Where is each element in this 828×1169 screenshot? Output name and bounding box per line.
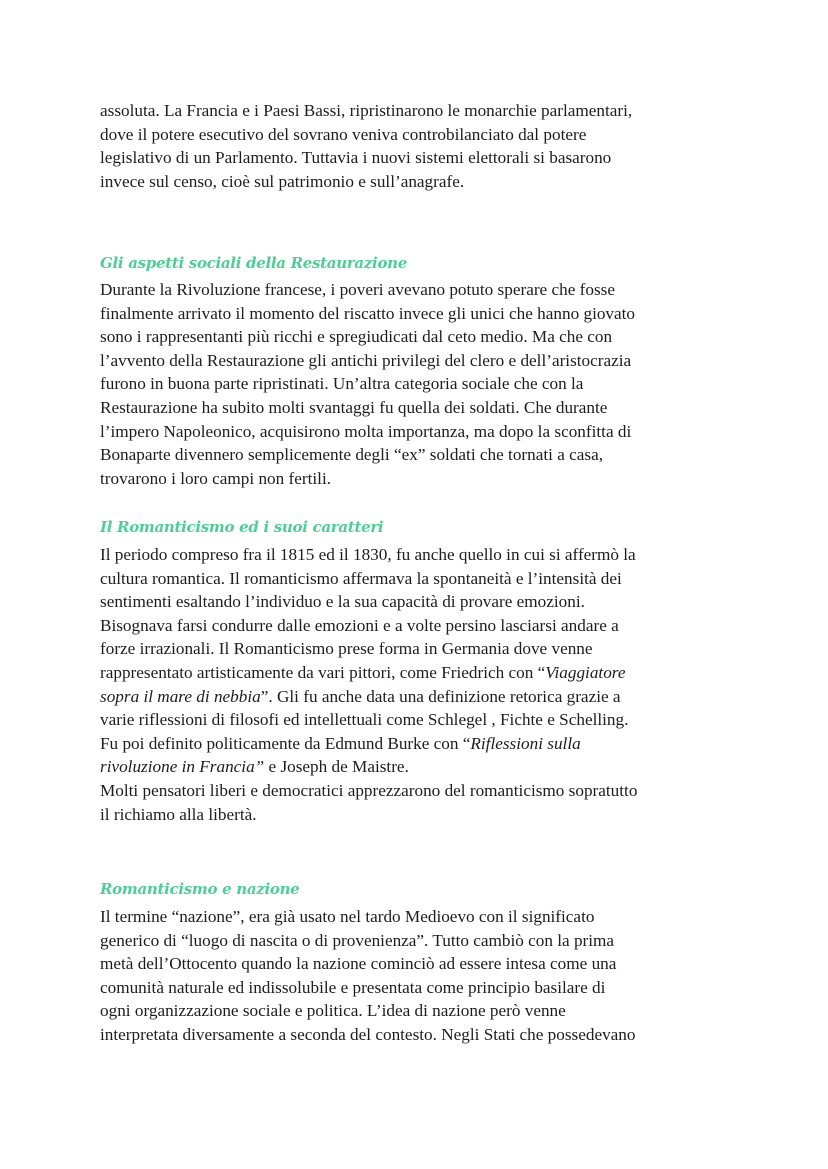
- text-line: finalmente arrivato il momento del riscatto invece gli unici che hanno giovato: [100, 303, 636, 323]
- text-line: Il periodo compreso fra il 1815 ed il 1830, fu anche quello in cui si affermò la: [100, 545, 636, 564]
- text-line: assoluta. La Francia e i Paesi Bassi, ripristinarono le monarchie parlamentari,: [100, 101, 633, 120]
- text-line: Bisognava farsi condurre dalle emozioni e a volte persino lasciarsi andare a: [100, 615, 619, 635]
- text-line-mixed: [100, 661, 740, 685]
- italic-title-run: Viaggiatore: [545, 662, 626, 682]
- text-line: ogni organizzazione sociale e politica. L’idea di nazione però venne: [100, 1001, 566, 1021]
- text-line-mixed: [100, 732, 740, 756]
- text-line: generico di “luogo di nascita o di provenienza”. Tutto cambiò con la prima: [100, 930, 615, 950]
- text-line: l’impero Napoleonico, acquisirono molta importanza, ma dopo la sconfitta di: [100, 421, 632, 441]
- text-line: Durante la Rivoluzione francese, i poveri avevano potuto sperare che fosse: [100, 280, 615, 299]
- paragraph-social-aspects: [100, 278, 740, 490]
- heading-romanticism-block: [100, 517, 740, 537]
- italic-title-run: rivoluzione in Francia”: [100, 757, 265, 777]
- text-line: Molti pensatori liberi e democratici apprezzarono del romanticismo sopratutto: [100, 780, 638, 800]
- section-heading-nation: Romanticismo e nazione: [100, 880, 300, 898]
- text-line: comunità naturale ed indissolubile e presentata come principio basilare di: [100, 977, 606, 997]
- text-line: trovarono i loro campi non fertili.: [100, 468, 332, 488]
- text-line: Il termine “nazione”, era già usato nel tardo Medioevo con il significato: [100, 907, 595, 926]
- text-line: invece sul censo, cioè sul patrimonio e sull’anagrafe.: [100, 171, 465, 191]
- text-run: ”. Gli fu anche data una definizione retorica grazie a: [260, 686, 621, 706]
- section-heading-social-aspects: Gli aspetti sociali della Restaurazione: [100, 254, 407, 272]
- paragraph-nation: [100, 905, 740, 1047]
- text-line: l’avvento della Restaurazione gli antichi privilegi del clero e dell’aristocrazia: [100, 350, 632, 370]
- text-run: rappresentato artisticamente da vari pittori, come Friedrich con “: [100, 662, 546, 682]
- text-line: Restaurazione ha subito molti svantaggi fu quella dei soldati. Che durante: [100, 397, 608, 417]
- text-line: sono i rappresentanti più ricchi e spregiudicati dal ceto medio. Ma che con: [100, 327, 613, 347]
- text-run: e Joseph de Maistre.: [264, 757, 409, 777]
- heading-social-aspects-block: [100, 253, 740, 273]
- paragraph-monarchies: [100, 99, 740, 193]
- text-line: legislativo di un Parlamento. Tuttavia i nuovi sistemi elettorali si basarono: [100, 148, 612, 168]
- text-line: metà dell’Ottocento quando la nazione cominciò ad essere intesa come una: [100, 954, 617, 974]
- heading-nation-block: [100, 879, 740, 899]
- text-line: dove il potere esecutivo del sovrano veniva controbilanciato dal potere: [100, 124, 587, 144]
- section-heading-romanticism: Il Romanticismo ed i suoi caratteri: [100, 518, 384, 536]
- text-line-mixed: [100, 755, 740, 779]
- text-line: sentimenti esaltando l’individuo e la sua capacità di provare emozioni.: [100, 592, 585, 612]
- text-line: Bonaparte divennero semplicemente degli “ex” soldati che tornati a casa,: [100, 445, 604, 465]
- italic-title-run: Riflessioni sulla: [470, 733, 581, 753]
- paragraph-romanticism: [100, 543, 740, 826]
- text-line: furono in buona parte ripristinati. Un’altra categoria sociale che con la: [100, 374, 584, 394]
- text-line: varie riflessioni di filosofi ed intellettuali come Schlegel , Fichte e Schelling.: [100, 710, 629, 730]
- text-line: interpretata diversamente a seconda del contesto. Negli Stati che possedevano: [100, 1024, 636, 1044]
- text-line: cultura romantica. Il romanticismo affermava la spontaneità e l’intensità dei: [100, 568, 622, 588]
- text-line: il richiamo alla libertà.: [100, 804, 257, 824]
- text-run: Fu poi definito politicamente da Edmund Burke con “: [100, 733, 471, 753]
- text-line-mixed: [100, 685, 740, 709]
- text-line: forze irrazionali. Il Romanticismo prese forma in Germania dove venne: [100, 639, 593, 659]
- italic-title-run: sopra il mare di nebbia: [100, 686, 261, 706]
